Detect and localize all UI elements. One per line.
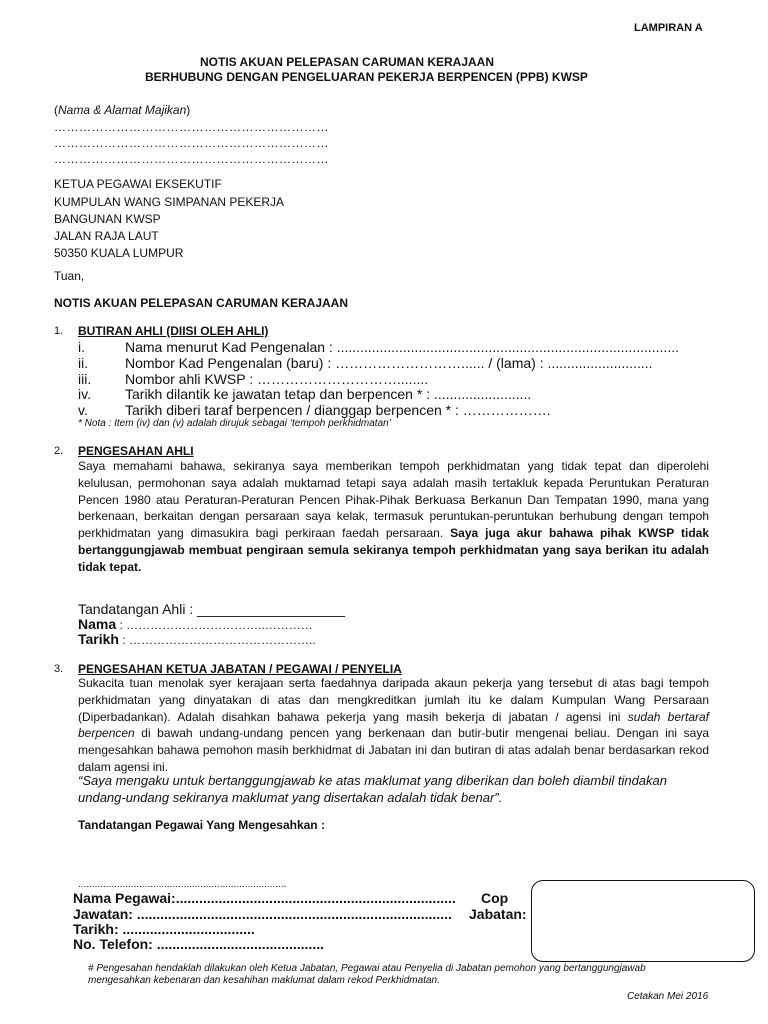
employer-close-paren: ) [186, 103, 191, 117]
employer-dots-2[interactable]: ………………………………………………………… [54, 136, 329, 150]
section1-item-iii-num: iii. [78, 371, 92, 387]
member-signature-label: Tandatangan Ahli [78, 601, 186, 617]
section3-number: 3. [54, 663, 64, 675]
section2-text [78, 458, 709, 576]
member-signature-fill[interactable]: : ___________________ [185, 601, 346, 617]
section1-item-v-label: Tarikh diberi taraf berpencen / dianggap berpencen * [125, 402, 452, 418]
footnote: # Pengesahan hendaklah dilakukan oleh Ketua Jabatan, Pegawai atau Penyelia di Jabatan pemohon yang bertanggungjawab mengesahkan kebenaran dan kesahihan maklumat dalam rekod Perkhidmatan. [88, 963, 646, 986]
address-line-2: KUMPULAN WANG SIMPANAN PEKERJA [54, 195, 285, 209]
officer-name-field[interactable]: Nama Pegawai:........................................................................ [73, 890, 456, 906]
address-line-5: 50350 KUALA LUMPUR [54, 246, 184, 260]
officer-position-field[interactable]: Jawatan: ................................................................................. [73, 906, 452, 922]
address-line-3: BANGUNAN KWSP [54, 212, 161, 226]
cop-label: Cop [481, 890, 509, 906]
section1-item-iv-num: iv. [78, 386, 91, 402]
section1-item-i-label: Nama menurut Kad Pengenalan : [125, 339, 333, 355]
employer-open-paren: ( [54, 103, 58, 117]
officer-sign-line[interactable]: ........................................................................... [78, 879, 287, 890]
section1-item-iv-fill[interactable]: : ......................... [422, 386, 532, 402]
member-signature[interactable] [78, 601, 345, 617]
salutation: Tuan, [54, 269, 85, 283]
officer-phone-field[interactable]: No. Telefon: ........................................... [73, 936, 324, 952]
section1-item-ii-label: Nombor Kad Pengenalan (baru) [125, 355, 324, 371]
section1-item-iv-label: Tarikh dilantik ke jawatan tetap dan berpencen * [125, 386, 423, 402]
section2-body: Saya memahami bahawa, sekiranya saya memberikan tempoh perkhidmatan yang tidak tepat dan diperolehi kelulusan, permohonan saya adalah muktamad tetapi saya adalah masih tertakluk kepada Peruntukan Peraturan Pencen 1980 atau Peraturan-Peraturan Pencen Pihak-Pihak Berkuasa Berkanun Dan Tempatan 1990, mana yang berkenaan, berkaitan dengan persaraan saya kelak, termasuk peruntukan-peruntukan berhubung dengan tempoh perkhidmatan yang dimasukira bagi perkiraan faedah persaraan. [78, 459, 709, 541]
cop-stamp-box[interactable] [531, 880, 755, 962]
notice-title: NOTIS AKUAN PELEPASAN CARUMAN KERAJAAN [54, 296, 349, 310]
department-label: Jabatan: [469, 906, 527, 922]
section1-item-v-num: v. [78, 402, 88, 418]
section3-text [78, 675, 709, 776]
employer-label-text: Nama & Alamat Majikan [58, 103, 187, 117]
member-date-fill[interactable]: : ……………………………………….. [118, 633, 316, 647]
section1-item-ii-fill[interactable]: : ………………………...... / (lama) : ........................... [323, 355, 653, 371]
address-line-1: KETUA PEGAWAI EKSEKUTIF [54, 177, 222, 191]
member-name-fill[interactable]: : ……………………………..………… [116, 618, 313, 632]
section3-body-italic: sudah bertaraf berpencen [78, 709, 710, 741]
employer-dots-1[interactable]: ………………………………………………………… [54, 120, 329, 134]
member-date[interactable] [78, 631, 316, 647]
section3-body-a: Sukacita tuan menolak syer kerajaan serta faedahnya daripada akaun pekerja yang tersebut di atas bagi tempoh perkhidmatan yang dinyatakan di atas dan mengkreditkan jumlah itu ke dalam Kumpulan Wang Persaraan (Diperbadankan). Adalah disahkan bahawa pekerja yang masih bekerja di jabatan / agensi ini [78, 676, 709, 724]
section2-heading: PENGESAHAN AHLI [78, 444, 194, 458]
member-name[interactable] [78, 616, 313, 632]
section3-body-b: di bawah undang-undang pencen yang berkenaan dan butir-butir mengenai beliau. Dengan ini saya mengesahkan bahawa pemohon masih berkhidmat di Jabatan ini dan butiran di atas adalah benar berdasarkan rekod dalam agensi ini. [78, 726, 709, 774]
section2-bold-body: Saya juga akur bahawa pihak KWSP tidak bertanggungjawab membuat pengiraan semula sekiranya tempoh perkhidmatan yang saya berikan itu adalah tidak tepat. [78, 526, 709, 574]
section1-item-iii-label: Nombor ahli KWSP [125, 371, 246, 387]
section1-item-i[interactable] [125, 339, 679, 355]
section3-heading: PENGESAHAN KETUA JABATAN / PEGAWAI / PENYELIA [78, 662, 402, 676]
member-name-label: Nama [78, 616, 117, 632]
section1-number: 1. [54, 325, 64, 337]
title-line-2: BERHUBUNG DENGAN PENGELUARAN PEKERJA BERPENCEN (PPB) KWSP [145, 70, 588, 84]
employer-dots-3[interactable]: ………………………………………………………… [54, 152, 329, 166]
section1-item-iv[interactable] [125, 386, 531, 402]
section1-item-v-fill[interactable]: : ………………. [451, 402, 551, 418]
section2-number: 2. [54, 445, 64, 457]
section1-item-ii[interactable] [125, 355, 653, 371]
section1-heading: BUTIRAN AHLI (DIISI OLEH AHLI) [78, 324, 269, 338]
section1-item-i-num: i. [78, 339, 85, 355]
officer-date-field[interactable]: Tarikh: .................................. [73, 921, 255, 937]
section1-item-i-fill[interactable]: ........................................................................................ [332, 339, 679, 355]
title-line-1: NOTIS AKUAN PELEPASAN CARUMAN KERAJAAN [200, 55, 495, 69]
member-date-label: Tarikh [78, 631, 119, 647]
section1-item-iii-fill[interactable]: : …………………………........ [245, 371, 429, 387]
section1-item-v[interactable] [125, 402, 551, 418]
section3-quote: “Saya mengaku untuk bertanggungjawab ke atas maklumat yang diberikan dan boleh diambil tindakan undang-undang sekiranya maklumat yang disertakan adalah tidak benar”. [78, 773, 667, 805]
section1-item-iii[interactable] [125, 371, 428, 387]
address-line-4: JALAN RAJA LAUT [54, 229, 159, 243]
section1-item-ii-num: ii. [78, 355, 89, 371]
section1-note: * Nota : Item (iv) dan (v) adalah dirujuk sebagai ‘tempoh perkhidmatan’ [78, 418, 391, 429]
lampiran-label: LAMPIRAN A [634, 22, 703, 34]
print-info: Cetakan Mei 2016 [627, 991, 709, 1002]
officer-sign-heading: Tandatangan Pegawai Yang Mengesahkan : [78, 818, 325, 832]
employer-label [54, 103, 190, 117]
